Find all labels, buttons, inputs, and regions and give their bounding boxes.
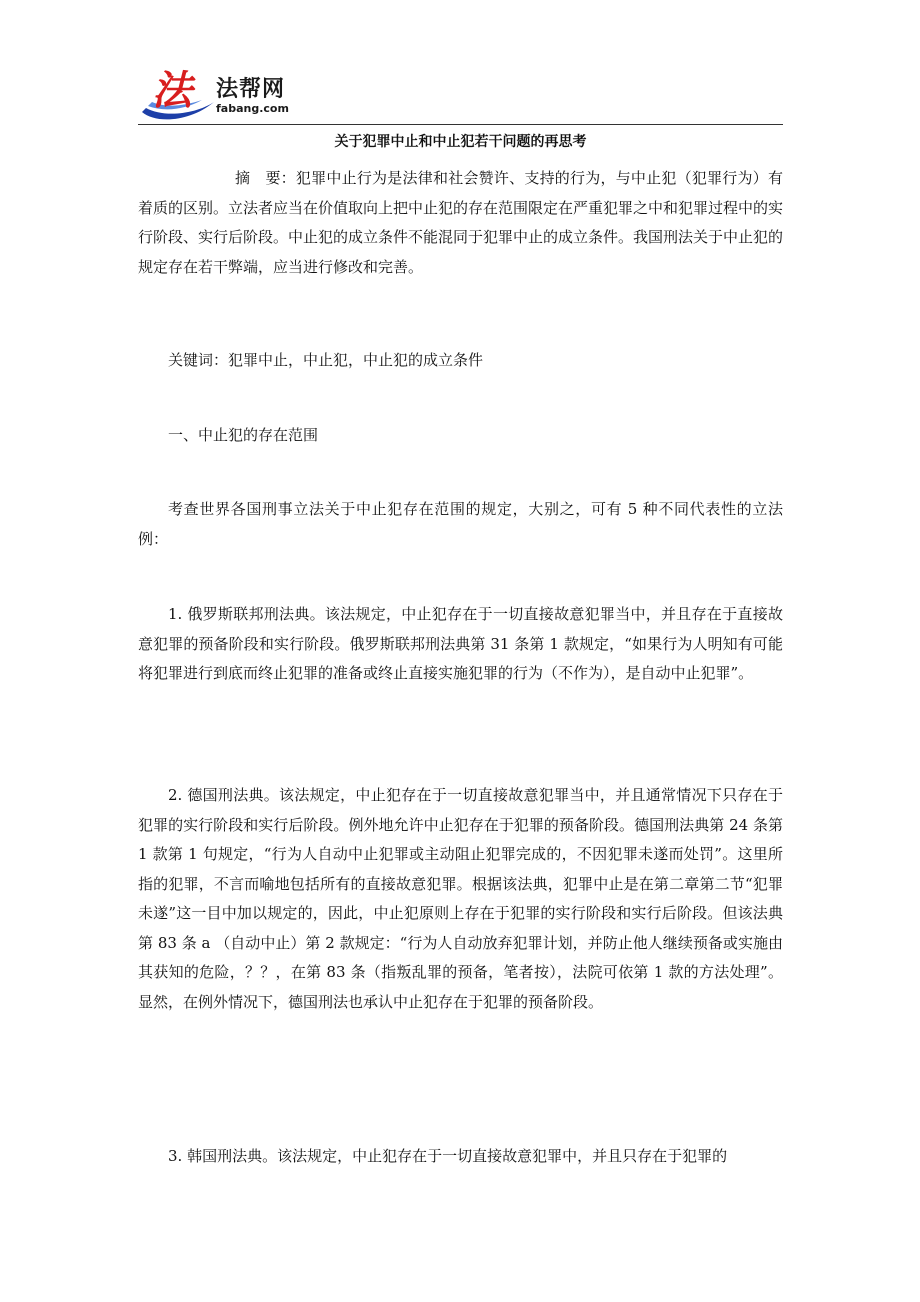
site-domain: fabang.com [216, 102, 289, 115]
section-heading: 一、中止犯的存在范围 [168, 426, 319, 444]
site-logo[interactable] [138, 62, 308, 124]
site-name: 法帮网 [216, 77, 286, 102]
header-divider [138, 124, 783, 125]
svg-text:法: 法 [152, 67, 192, 114]
fabang-logo-icon [138, 62, 218, 124]
intro-paragraph: 考查世界各国刑事立法关于中止犯存在范围的规定，大别之，可有 5 种不同代表性的立法例： [138, 500, 783, 548]
paragraph-item-3: 3. 韩国刑法典。该法规定，中止犯存在于一切直接故意犯罪中，并且只存在于犯罪的 [168, 1147, 728, 1165]
keywords-line: 关键词：犯罪中止，中止犯，中止犯的成立条件 [168, 351, 484, 369]
paragraph-item-1: 1. 俄罗斯联邦刑法典。该法规定，中止犯存在于一切直接故意犯罪当中，并且存在于直接故意犯罪的预备阶段和实行阶段。俄罗斯联邦刑法典第 31 条第 1 款规定，“如果行为人明知有可能将犯罪进行到底而终止犯罪的准备或终止直接实施犯罪的行为（不作为），是自动中止犯罪”。 [138, 605, 783, 682]
paragraph-item-2: 2. 德国刑法典。该法规定，中止犯存在于一切直接故意犯罪当中，并且通常情况下只存在于犯罪的实行阶段和实行后阶段。例外地允许中止犯存在于犯罪的预备阶段。德国刑法典第 24 条第 1 款第 1 句规定，“行为人自动中止犯罪或主动阻止犯罪完成的，不因犯罪未遂而处罚”。这里所指的犯罪，不言而喻地包括所有的直接故意犯罪。根据该法典，犯罪中止是在第二章第二节“犯罪未遂”这一目中加以规定的，因此，中止犯原则上存在于犯罪的实行阶段和实行后阶段。但该法典第 83 条 a （自动中止）第 2 款规定：“行为人自动放弃犯罪计划，并防止他人继续预备或实施由其获知的危险，？？，在第 83 条（指叛乱罪的预备，笔者按），法院可依第 1 款的方法处理”。显然，在例外情况下，德国刑法也承认中止犯存在于犯罪的预备阶段。 [138, 786, 783, 1011]
abstract-paragraph: 摘 要：犯罪中止行为是法律和社会赞许、支持的行为，与中止犯（犯罪行为）有着质的区别。立法者应当在价值取向上把中止犯的存在范围限定在严重犯罪之中和犯罪过程中的实行阶段、实行后阶段。中止犯的成立条件不能混同于犯罪中止的成立条件。我国刑法关于中止犯的规定存在若干弊端，应当进行修改和完善。 [138, 169, 784, 276]
document-title: 关于犯罪中止和中止犯若干问题的再思考 [334, 134, 587, 150]
